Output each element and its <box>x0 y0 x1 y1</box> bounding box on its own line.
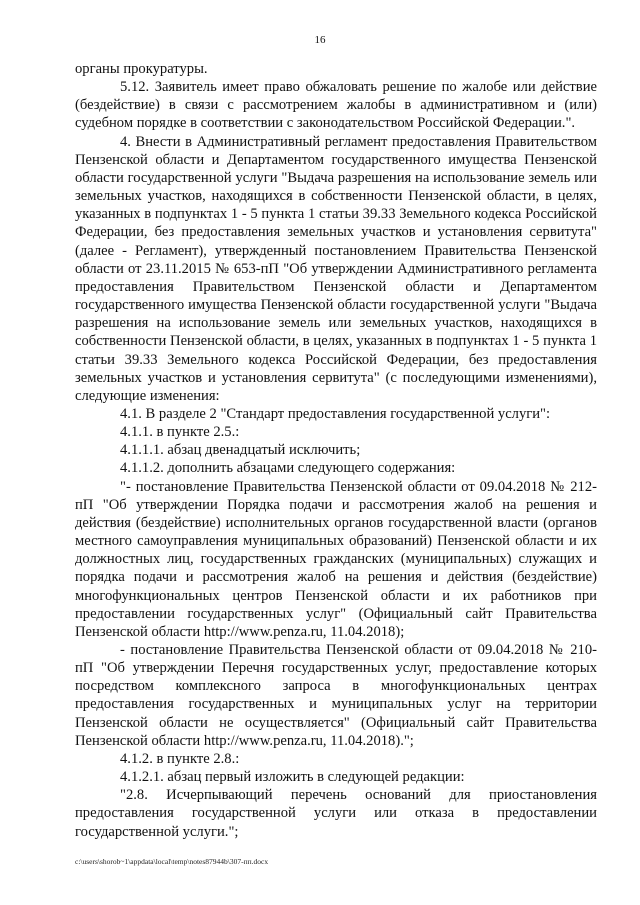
paragraph-4: 4. Внести в Административный регламент предоставления Правительством Пензенской области и Департаментом государственного имущества Пензенской области государственной услуги "Выдача разрешения на использование земель или земельных участков, находящихся в собственности Пензенской области, в целях, указанных в подпунктах 1 - 5 пункта 1 статьи 39.33 Земельного кодекса Российской Федерации, без предоставления земельных участков и установления сервитута" (далее - Регламент), утвержденный постановлением Правительства Пензенской области от 23.11.2015 № 653-пП "Об утверждении Административного регламента предоставления Правительством Пензенской области и Департаментом государственного имущества Пензенской области государственной услуги "Выдача разрешения на использование земель или земельных участков, находящихся в собственности Пензенской области, в целях, указанных в подпунктах 1 - 5 пункта 1 статьи 39.33 Земельного кодекса Российской Федерации, без предоставления земельных участков и установления сервитута" (с последующими изменениями), следующие изменения: <box>75 133 597 404</box>
paragraph-4-1-1-1: 4.1.1.1. абзац двенадцатый исключить; <box>120 442 361 459</box>
paragraph-resolution-212: "- постановление Правительства Пензенской области от 09.04.2018 № 212-пП "Об утверждении Порядка подачи и рассмотрения жалоб на решения и действия (бездействие) исполнительных органов государственной власти (органов местного самоуправления муниципальных образований) Пензенской области и их должностных лиц, государственных гражданских (муниципальных) служащих и порядка подачи и рассмотрения жалоб на решения и действия (бездействие) многофункциональных центров Пензенской области и их работников при предоставлении государственных услуг" (Официальный сайт Правительства Пензенской области http://www.penza.ru, 11.04.2018); <box>75 478 597 640</box>
paragraph-4-1-1-2: 4.1.1.2. дополнить абзацами следующего содержания: <box>120 460 456 477</box>
footer-file-path: c:\users\shorob~1\appdata\local\temp\notes87944b\307-пп.docx <box>75 857 269 866</box>
paragraph-4-1-1: 4.1.1. в пункте 2.5.: <box>120 424 240 441</box>
paragraph-2-8: "2.8. Исчерпывающий перечень оснований для приостановления предоставления государственной услуги или отказа в предоставлении государственной услуги."; <box>75 787 597 840</box>
paragraph-prosecution-end: органы прокуратуры. <box>75 61 208 77</box>
paragraph-4-1: 4.1. В разделе 2 "Стандарт предоставления государственной услуги": <box>120 405 551 422</box>
paragraph-resolution-210: - постановление Правительства Пензенской области от 09.04.2018 № 210-пП "Об утверждении Перечня государственных услуг, предоставление которых посредством комплексного запроса в многофункциональных центрах предоставления государственных и муниципальных услуг на территории Пензенской области не осуществляется" (Официальный сайт Правительства Пензенской области http://www.penza.ru, 11.04.2018)."; <box>75 642 597 749</box>
paragraph-5-12: 5.12. Заявитель имеет право обжаловать решение по жалобе или действие (бездействие) в связи с рассмотрением жалобы в административном и (или) судебном порядке в соответствии с законодательством Российской Федерации.". <box>75 79 597 132</box>
document-body <box>75 60 597 841</box>
paragraph-4-1-2-1: 4.1.2.1. абзац первый изложить в следующей редакции: <box>120 769 465 786</box>
page-number: 16 <box>314 34 326 46</box>
paragraph-4-1-2: 4.1.2. в пункте 2.8.: <box>120 750 240 767</box>
